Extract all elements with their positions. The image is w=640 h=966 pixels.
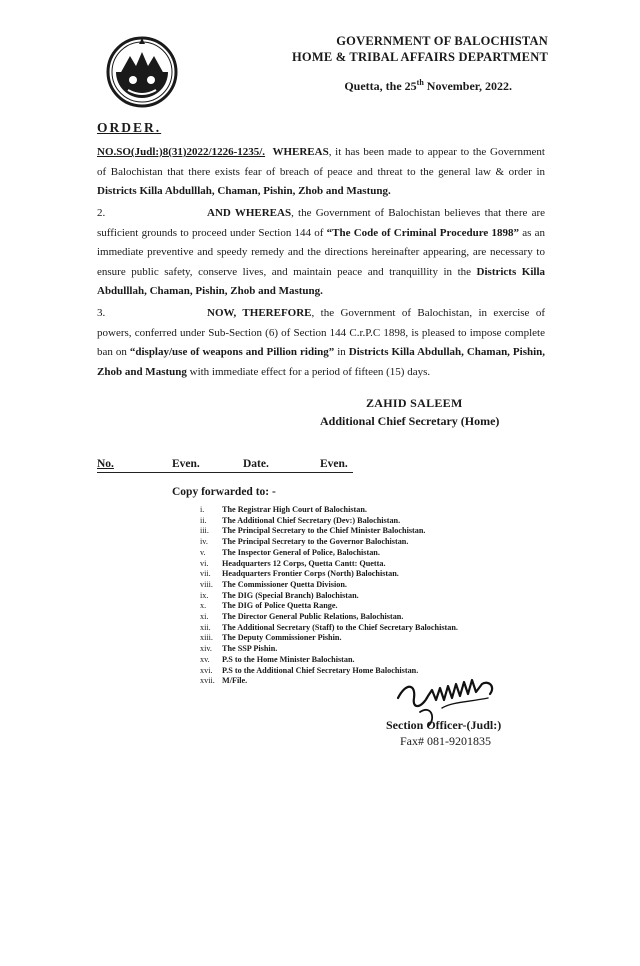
signatory-title: Additional Chief Secretary (Home) bbox=[320, 414, 500, 428]
list-item: iii. The Principal Secretary to the Chief Minister Balochistan. bbox=[200, 526, 426, 536]
list-item: xi. The Director General Public Relations, Balochistan. bbox=[200, 612, 404, 622]
copy-forwarded-heading: Copy forwarded to: - bbox=[172, 486, 276, 498]
order-paragraph-3: 3. NOW, THEREFORE, the Government of Balochistan, in exercise of powers, conferred under Sub-Section (6) of Section 144 C.r.P.C 1898, is pleased to impose complete ban on “display/use of weapons and Pillion riding” in Districts Killa Abdullah, Chaman, Pishin, Zhob and Mastung with immediate effect for a period of fifteen (15) days. bbox=[97, 307, 546, 378]
copy-list bbox=[200, 505, 458, 687]
department-title: HOME & TRIBAL AFFAIRS DEPARTMENT bbox=[292, 50, 548, 64]
list-item: xiii. The Deputy Commissioner Pishin. bbox=[200, 633, 342, 643]
ref-no: No. bbox=[97, 458, 114, 470]
list-item: xvi. P.S to the Additional Chief Secretary Home Balochistan. bbox=[200, 665, 419, 675]
list-item: ii. The Additional Chief Secretary (Dev:) Balochistan. bbox=[200, 515, 401, 525]
list-item: i. The Registrar High Court of Balochistan. bbox=[200, 505, 367, 514]
order-reference: NO.SO(Judl:)8(31)2022/1226-1235/. bbox=[97, 146, 266, 158]
signatory-name: ZAHID SALEEM bbox=[366, 396, 463, 410]
list-item: viii. The Commissioner Quetta Division. bbox=[200, 579, 347, 589]
ref-underline bbox=[97, 472, 353, 473]
fax-number: Fax# 081-9201835 bbox=[400, 734, 491, 748]
list-item: x. The DIG of Police Quetta Range. bbox=[200, 601, 338, 611]
ref-even-1: Even. bbox=[172, 458, 200, 470]
section-officer-title: Section Officer-(Judl:) bbox=[386, 718, 502, 732]
list-item: iv. The Principal Secretary to the Governor Balochistan. bbox=[200, 537, 409, 547]
list-item: ix. The DIG (Special Branch) Balochistan. bbox=[200, 590, 359, 600]
order-paragraph-1: NO.SO(Judl:)8(31)2022/1226-1235/. WHEREAS, it has been made to appear to the Government of Balochistan that there exists fear of breach of peace and threat to the general law & order in Districts Killa Abdulllah, Chaman, Pishin, Zhob and Mastung. bbox=[97, 146, 545, 197]
list-item: xiv. The SSP Pishin. bbox=[200, 644, 278, 654]
list-item: xv. P.S to the Home Minister Balochistan. bbox=[200, 654, 355, 664]
order-date: Quetta, the 25th November, 2022. bbox=[344, 78, 512, 93]
list-item: xii. The Additional Secretary (Staff) to the Chief Secretary Balochistan. bbox=[200, 622, 458, 632]
ref-even-2: Even. bbox=[320, 458, 348, 470]
list-item: xvii. M/File. bbox=[200, 676, 248, 686]
ref-date: Date. bbox=[243, 458, 269, 470]
list-item: vi. Headquarters 12 Corps, Quetta Cantt: Quetta. bbox=[200, 558, 386, 568]
gov-title: GOVERNMENT OF BALOCHISTAN bbox=[336, 34, 548, 48]
order-paragraph-2: 2. AND WHEREAS, the Government of Balochistan believes that there are sufficient grounds to proceed under Section 144 of “The Code of Criminal Procedure 1898” as an immediate preventive and speedy remedy and the directions hereinafter appearing, are necessary to ensure public safety, conserve lives, and maintain peace and tranquillity in the Districts Killa Abdulllah, Chaman, Pishin, Zhob and Mastung. bbox=[97, 207, 546, 297]
list-item: v. The Inspector General of Police, Balochistan. bbox=[200, 547, 380, 557]
balochistan-emblem-icon bbox=[106, 36, 178, 108]
order-heading: ORDER. bbox=[97, 120, 162, 135]
list-item: vii. Headquarters Frontier Corps (North) Balochistan. bbox=[200, 569, 399, 579]
